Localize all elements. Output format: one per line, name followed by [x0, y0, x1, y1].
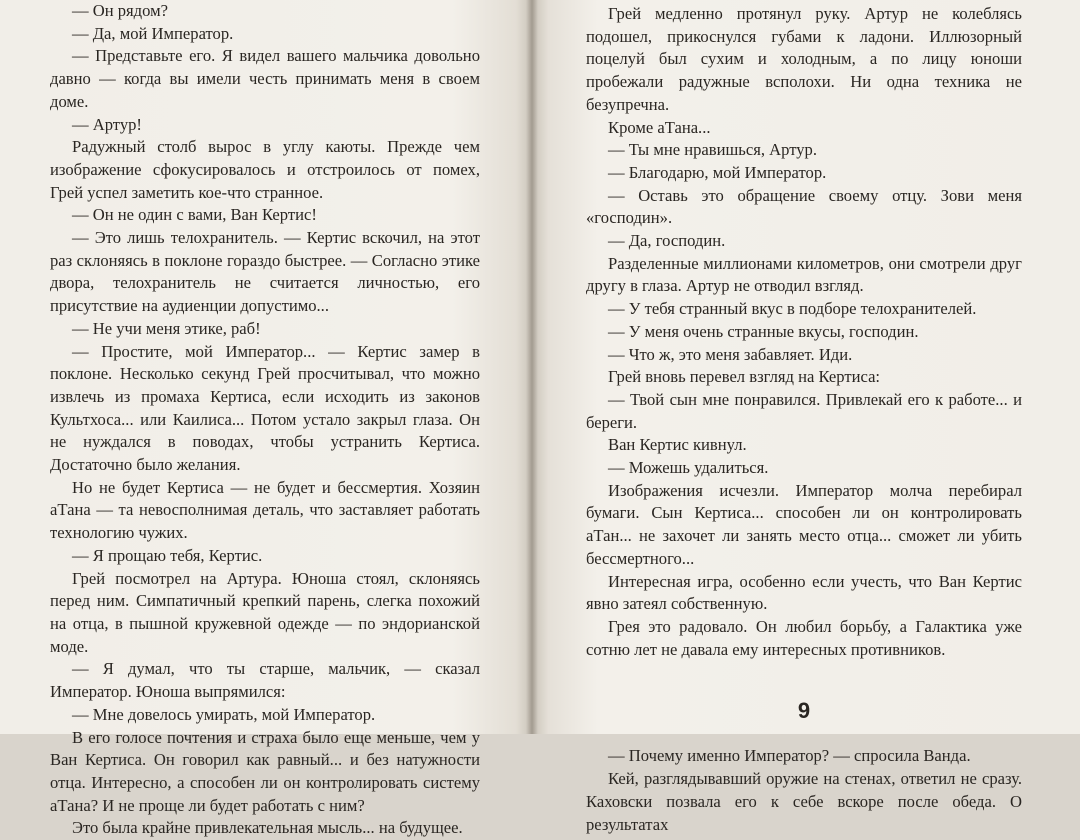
paragraph: Грей медленно протянул руку. Артур не колеблясь подошел, прикоснулся губами к ладони. Иллюзорный поцелуй был сухим и холодным, а по лицу юноши пробежали радужные всполохи. Ни одна техника не безупречна.	[586, 4, 1022, 114]
paragraph: — Что ж, это меня забавляет. Иди.	[608, 344, 853, 364]
paragraph: Кроме аТана...	[608, 117, 711, 137]
paragraph: — Он рядом?	[72, 1, 168, 20]
paragraph: В его голосе почтения и страха было еще меньше, чем у Ван Кертиса. Он говорил как равный... и без натужности отца. Интересно, а способен ли он контролировать систему аТана? И не проще ли будет работать с ним?	[50, 727, 480, 815]
paragraph: Кей, разглядывавший оружие на стенах, ответил не сразу. Каховски позвала его к себе вскоре после обеда. О результатах	[586, 769, 1022, 834]
paragraph: — У меня очень странные вкусы, господин.	[608, 321, 919, 341]
paragraph: — У тебя странный вкус в подборе телохранителей.	[608, 299, 977, 319]
paragraph: Радужный столб вырос в углу каюты. Прежде чем изображение сфокусировалось и отстроилось от помех, Грей успел заметить кое-что странное.	[50, 137, 480, 202]
paragraph: — Это лишь телохранитель. — Кертис вскочил, на этот раз склоняясь в поклоне гораздо быстрее. — Согласно этике двора, телохранитель не считается личностью, его присутствие на аудиенции допустимо...	[50, 228, 480, 316]
paragraph: — Он не один с вами, Ван Кертис!	[72, 205, 317, 225]
book-gutter	[526, 0, 538, 734]
paragraph: — Представьте его. Я видел вашего мальчика довольно давно — когда вы имели честь принимать меня в своем доме.	[50, 46, 480, 111]
left-page	[0, 0, 532, 838]
paragraph: — Твой сын мне понравился. Привлекай его к работе... и береги.	[586, 389, 1022, 432]
paragraph: Интересная игра, особенно если учесть, что Ван Кертис явно затеял собственную.	[586, 571, 1022, 614]
paragraph: Ван Кертис кивнул.	[608, 435, 747, 455]
paragraph: — Можешь удалиться.	[608, 458, 769, 478]
paragraph: — Артур!	[72, 114, 142, 134]
paragraph: — Не учи меня этике, раб!	[72, 318, 261, 338]
paragraph: — Ты мне нравишься, Артур.	[608, 140, 817, 160]
paragraph: — Почему именно Император? — спросила Ванда.	[608, 746, 971, 766]
paragraph: — Я прощаю тебя, Кертис.	[72, 545, 263, 565]
right-page	[532, 0, 1080, 834]
paragraph: — Оставь это обращение своему отцу. Зови меня «господин».	[586, 185, 1022, 228]
paragraph: — Да, господин.	[608, 231, 726, 251]
paragraph: — Простите, мой Император... — Кертис замер в поклоне. Несколько секунд Грей просчитывал, что можно извлечь из промаха Кертиса, если исходить из законов Культхоса... или Каилиса... Потом устало закрыл глаза. Он не нуждался в поводах, чтобы устранить Кертиса. Достаточно было желания.	[50, 341, 480, 475]
paragraph: — Благодарю, мой Император.	[608, 162, 827, 182]
chapter-number: 9	[797, 698, 811, 724]
paragraph: — Мне довелось умирать, мой Император.	[72, 704, 376, 724]
left-page-text	[50, 0, 480, 840]
paragraph: Изображения исчезли. Император молча перебирал бумаги. Сын Кертиса... способен ли он контролировать аТан... не захочет ли занять место отца... сможет ли убить бессмертного...	[586, 480, 1022, 568]
paragraph: — Я думал, что ты старше, мальчик, — сказал Император. Юноша выпрямился:	[50, 659, 480, 702]
paragraph: Но не будет Кертиса — не будет и бессмертия. Хозяин аТана — та невосполнимая деталь, что заставляет работать технологию чужих.	[50, 477, 480, 543]
paragraph: Разделенные миллионами километров, они смотрели друг другу в глаза. Артур не отводил взгляд.	[586, 253, 1022, 296]
paragraph: Грей посмотрел на Артура. Юноша стоял, склоняясь перед ним. Симпатичный крепкий парень, слегка похожий на отца, в пышной кружевной одежде — по эндорианской моде.	[50, 568, 480, 656]
paragraph: — Да, мой Император.	[72, 23, 234, 43]
paragraph: Грея это радовало. Он любил борьбу, а Галактика уже сотню лет не давала ему интересных противников.	[586, 616, 1022, 659]
paragraph: Это была крайне привлекательная мысль... на будущее.	[72, 818, 463, 838]
right-page-text	[586, 3, 1022, 836]
paragraph: Грей вновь перевел взгляд на Кертиса:	[608, 367, 881, 387]
